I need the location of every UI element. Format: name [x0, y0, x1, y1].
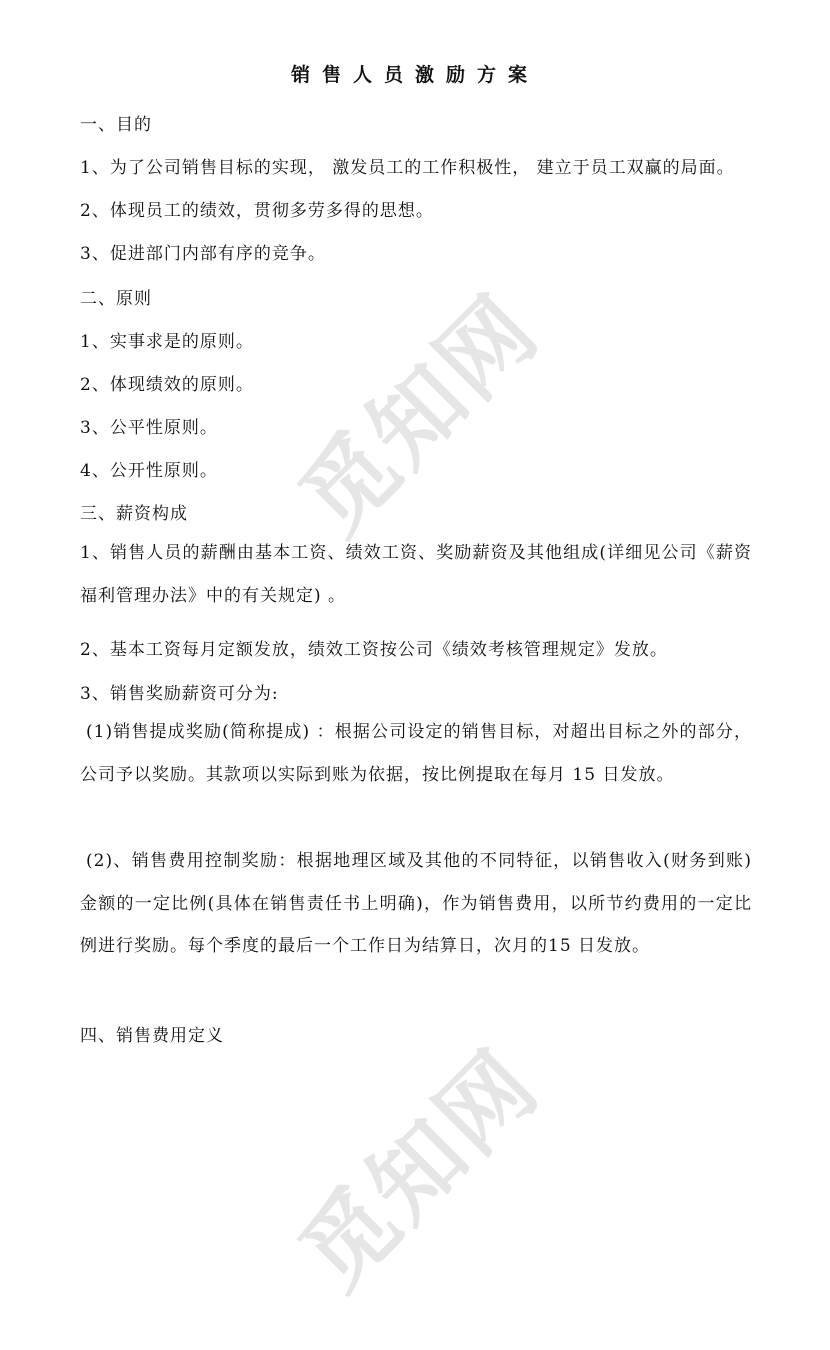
salary-item-3: 3、销售奖励薪资可分为: — [80, 684, 279, 704]
purpose-item-2: 2、体现员工的绩效，贯彻多劳多得的思想。 — [80, 201, 434, 221]
salary-sub-item-1: (1)销售提成奖励(简称提成) ：根据公司设定的销售目标，对超出目标之外的部分，公司予以奖励。其款项以实际到账为依据，按比例提取在每月 15 日发放。 — [80, 722, 752, 785]
purpose-item-3: 3、促进部门内部有序的竞争。 — [80, 244, 326, 264]
watermark: 觅知网 — [279, 274, 560, 555]
salary-sub-item-2: (2)、销售费用控制奖励：根据地理区域及其他的不同特征，以销售收入(财务到账)金额的一定比例(具体在销售责任书上明确)，作为销售费用，以所节约费用的一定比例进行奖励。每个季度的最后一个工作日为结算日，次月的15 日发放。 — [80, 851, 752, 956]
section-heading-salary: 三、薪资构成 — [80, 504, 188, 524]
watermark-bottom: 觅知网 — [279, 1029, 560, 1310]
salary-item-2: 2、基本工资每月定额发放，绩效工资按公司《绩效考核管理规定》发放。 — [80, 640, 668, 660]
principle-item-1: 1、实事求是的原则。 — [80, 332, 254, 352]
principle-item-4: 4、公开性原则。 — [80, 461, 218, 481]
principle-item-3: 3、公平性原则。 — [80, 418, 218, 438]
section-heading-sales-expense: 四、销售费用定义 — [80, 1026, 224, 1046]
principle-item-2: 2、体现绩效的原则。 — [80, 375, 254, 395]
section-heading-purpose: 一、目的 — [80, 115, 152, 135]
purpose-item-1: 1、为了公司销售目标的实现， 激发员工的工作积极性， 建立于员工双赢的局面。 — [80, 158, 735, 178]
document-title: 销售人员激励方案 — [290, 64, 539, 86]
section-heading-principles: 二、原则 — [80, 289, 152, 309]
salary-item-1: 1、销售人员的薪酬由基本工资、绩效工资、奖励薪资及其他组成(详细见公司《薪资福利管理办法》中的有关规定) 。 — [80, 543, 752, 606]
